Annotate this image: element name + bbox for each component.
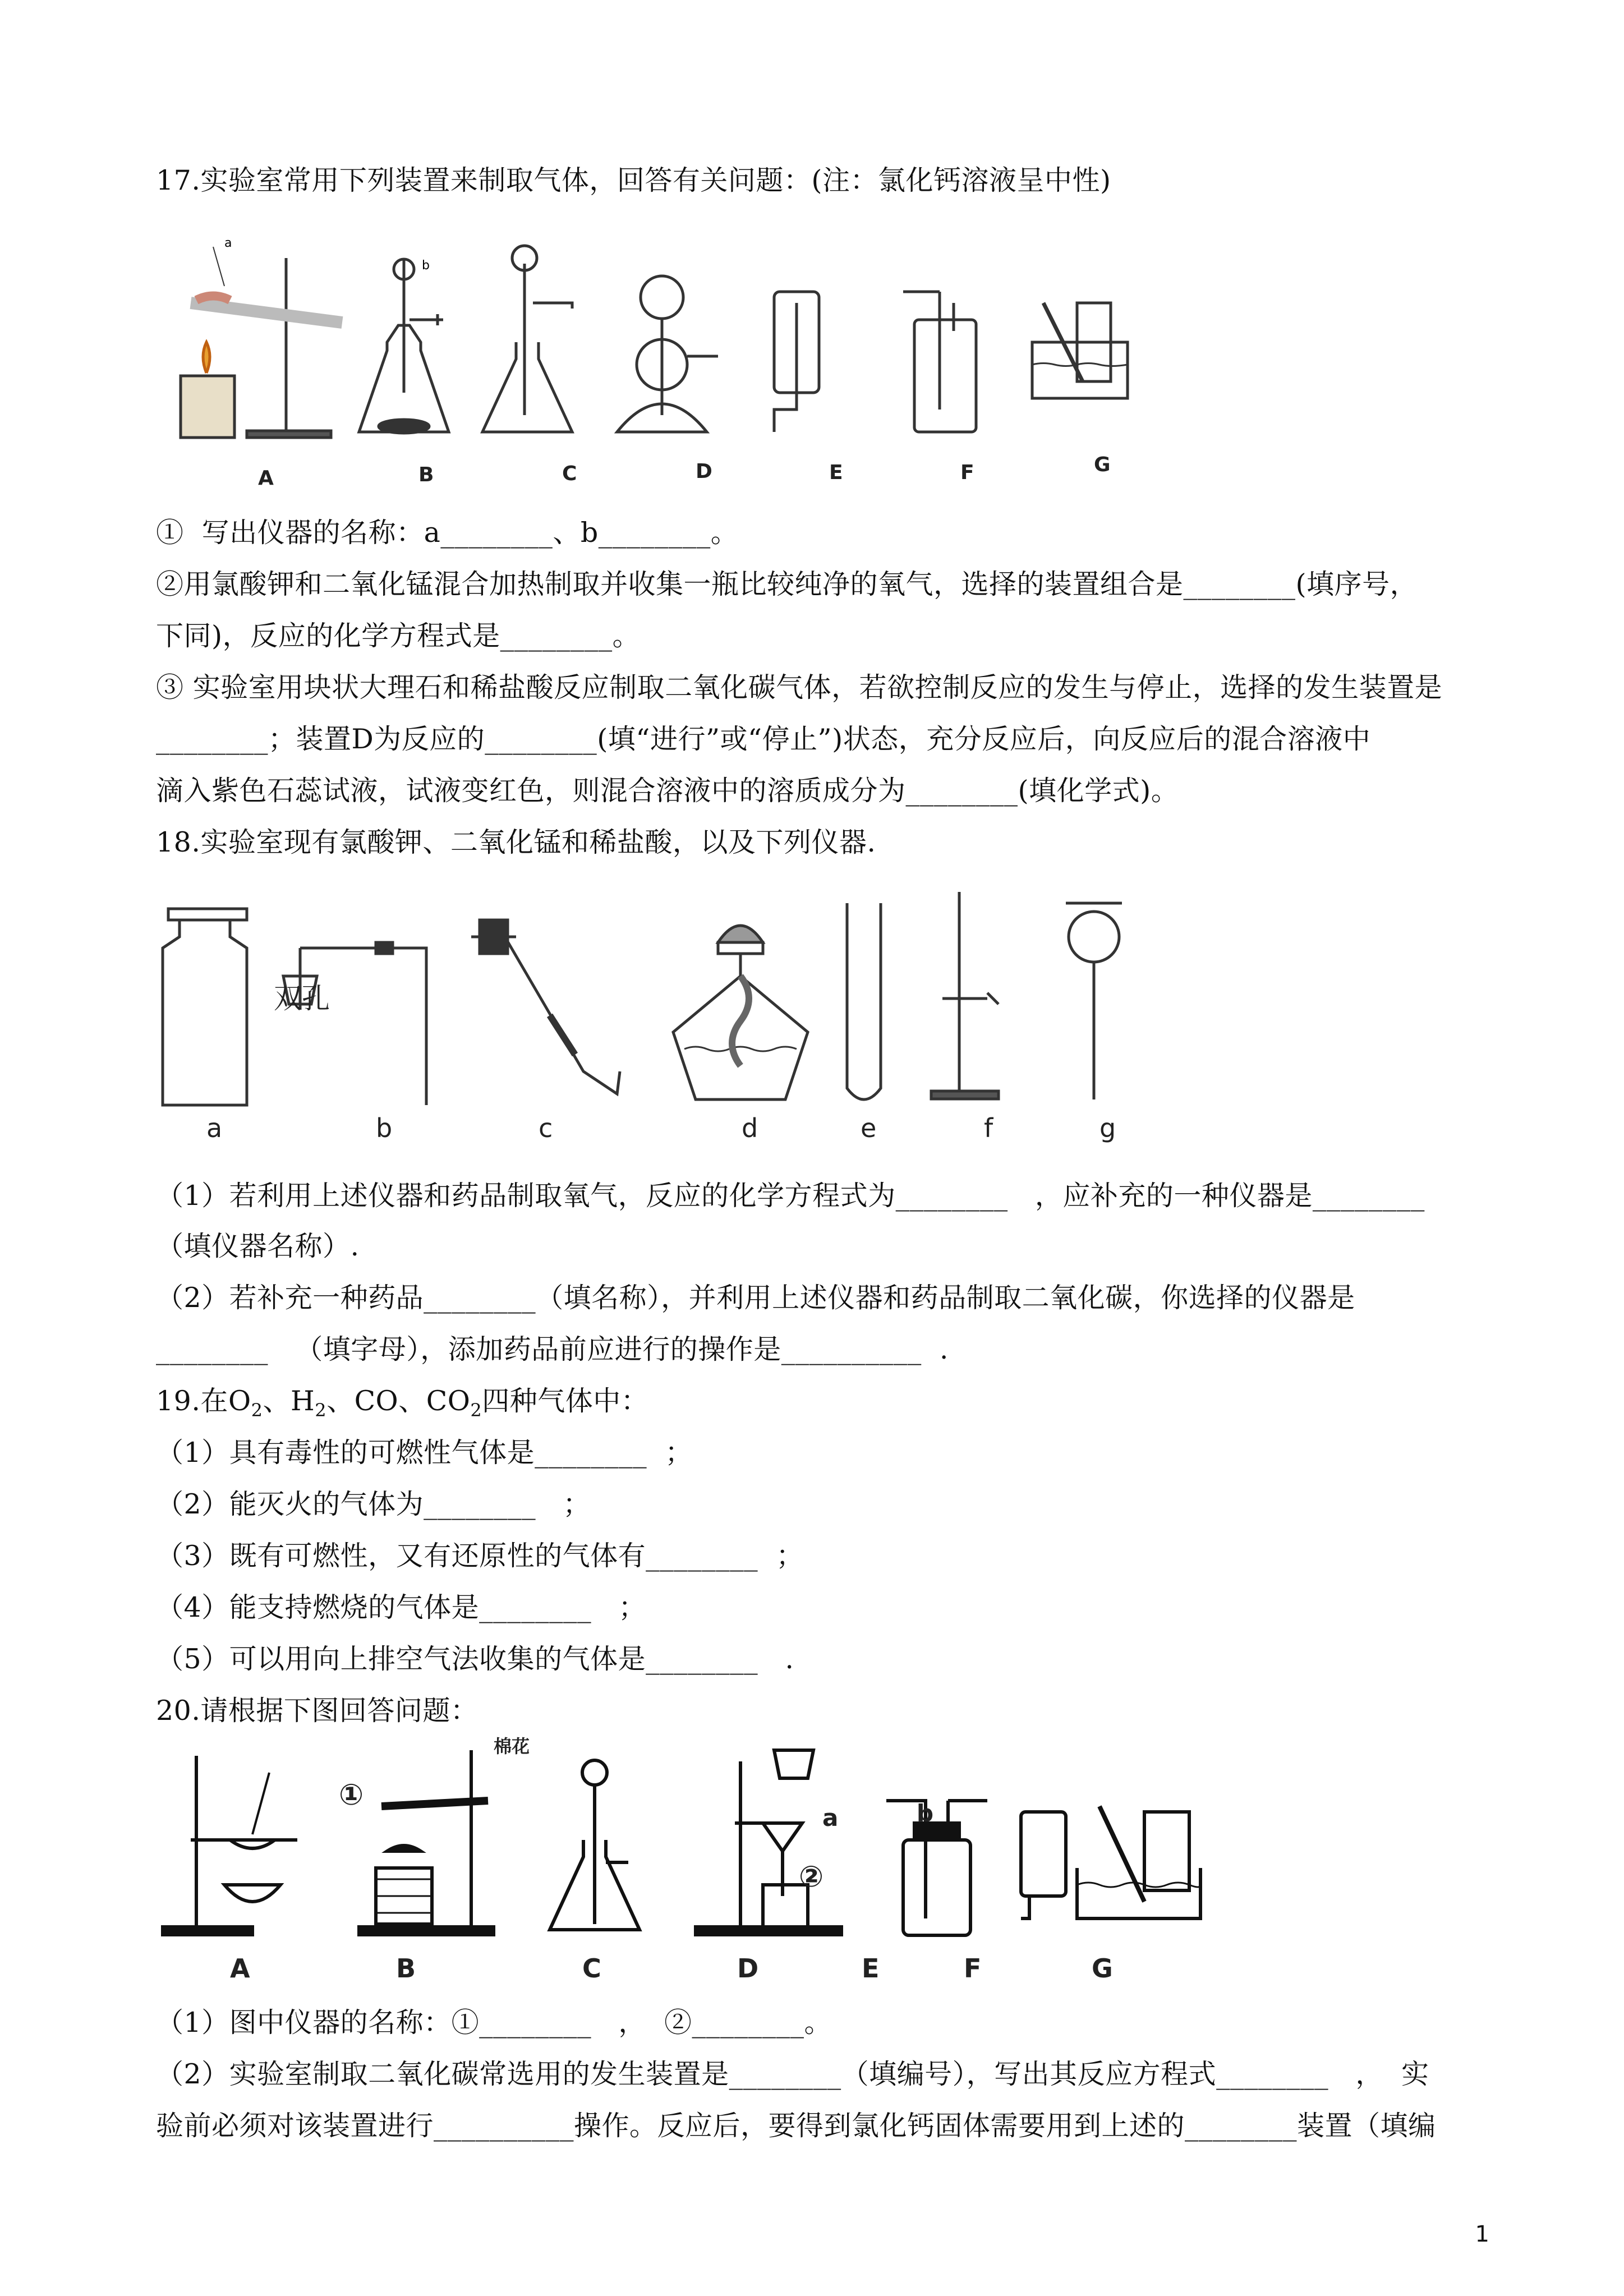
- q18-label-c: c: [539, 1113, 553, 1143]
- q19-title: 19.在$O_2$、$H_2$、CO、$CO_2$四种气体中：: [156, 1385, 649, 1421]
- q17-label-b: B: [418, 463, 434, 486]
- q17-line5: ________；装置D为反应的________(填“进行”或“停止”)状态，充分反应后，向反应后的混合溶液中: [156, 723, 1371, 755]
- q20-label-d: D: [737, 1953, 759, 1984]
- page-number: 1: [1475, 2221, 1489, 2247]
- q17-figure: [157, 224, 1167, 488]
- q17-label-a: A: [258, 467, 274, 490]
- q18-line1: （1）若利用上述仪器和药品制取氧气，反应的化学方程式为________ ，应补充的一种仪器是________: [156, 1180, 1425, 1212]
- q20-label-e: E: [862, 1953, 880, 1984]
- q20-title: 20.请根据下图回答问题：: [156, 1695, 479, 1727]
- apparatus-g: [1077, 1806, 1200, 1918]
- q19-line1: （1）具有毒性的可燃性气体是________ ；: [156, 1437, 693, 1469]
- q18-label-f: f: [984, 1113, 993, 1143]
- apparatus-g: [1032, 303, 1128, 398]
- q17-line1: ① 写出仪器的名称：a________、b________。: [156, 517, 739, 549]
- q17-label-e: E: [829, 461, 843, 484]
- apparatus-c: [482, 246, 572, 432]
- svg-text:a: a: [224, 236, 232, 250]
- apparatus-c: [550, 1760, 640, 1930]
- apparatus-b: [359, 258, 449, 433]
- apparatus-a: [163, 909, 247, 1105]
- apparatus-a: [181, 247, 342, 438]
- q18-line4: ________ （填字母），添加药品前应进行的操作是__________ .: [156, 1333, 949, 1365]
- q20-line1: （1）图中仪器的名称：①________ ， ②________。: [156, 2007, 832, 2039]
- apparatus-a: [163, 1756, 297, 1935]
- q18-label-d: d: [742, 1113, 758, 1143]
- q18-line3: （2）若补充一种药品________（填名称），并利用上述仪器和药品制取二氧化碳，你选择的仪器是: [156, 1282, 1355, 1314]
- q17-line2: ②用氯酸钾和二氧化锰混合加热制取并收集一瓶比较纯净的氧气，选择的装置组合是________(填序号，: [156, 568, 1418, 600]
- apparatus-f: [903, 292, 976, 432]
- q20-label-g: G: [1092, 1953, 1113, 1984]
- apparatus-f: [1021, 1812, 1066, 1918]
- q20-port-a: a: [822, 1804, 839, 1832]
- q17-label-f: F: [960, 461, 974, 484]
- q18-title: 18.实验室现有氯酸钾、二氧化锰和稀盐酸，以及下列仪器.: [156, 826, 876, 858]
- q20-label-a: A: [230, 1953, 250, 1984]
- apparatus-g: [1066, 903, 1122, 1099]
- apparatus-f: [931, 892, 999, 1099]
- q18-label-b: b: [376, 1113, 393, 1143]
- q17-line6: 滴入紫色石蕊试液，试液变红色，则混合溶液中的溶质成分为________(填化学式)。: [156, 775, 1179, 807]
- q18-label-e: e: [861, 1113, 877, 1143]
- q20-port-b: b: [917, 1800, 934, 1827]
- q20-label-c: C: [582, 1953, 601, 1984]
- q18-label-a: a: [206, 1113, 223, 1143]
- apparatus-d: [696, 1750, 841, 1935]
- apparatus-e: [886, 1801, 987, 1935]
- q17-label-c: C: [562, 462, 577, 485]
- apparatus-d: [673, 926, 808, 1099]
- q19-line4: （4）能支持燃烧的气体是________ ；: [156, 1591, 646, 1623]
- q18-line2: （填仪器名称）.: [156, 1230, 360, 1262]
- q20-line3: 验前必须对该装置进行__________操作。反应后，要得到氯化钙固体需要用到上述的________装置（填编: [156, 2110, 1436, 2142]
- q19-line3: （3）既有可燃性，又有还原性的气体有________ ；: [156, 1540, 804, 1572]
- q17-label-d: D: [696, 460, 712, 483]
- q20-circle1-label: ①: [339, 1778, 364, 1812]
- q17-title: 17.实验室常用下列装置来制取气体，回答有关问题：(注：氯化钙溶液呈中性): [156, 164, 1111, 196]
- svg-text:b: b: [422, 259, 430, 273]
- q20-cotton-label: 棉花: [494, 1736, 530, 1757]
- q20-circle2-label: ②: [799, 1860, 824, 1894]
- q17-label-g: G: [1094, 453, 1111, 476]
- q19-line5: （5）可以用向上排空气法收集的气体是________ .: [156, 1643, 794, 1675]
- q20-figure: [157, 1739, 1223, 1952]
- apparatus-b: [283, 942, 426, 1105]
- q18-label-g: g: [1099, 1113, 1116, 1143]
- q20-label-f: F: [964, 1953, 982, 1984]
- q19-line2: （2）能灭火的气体为________ ；: [156, 1488, 591, 1520]
- q20-line2: （2）实验室制取二氧化碳常选用的发生装置是________（填编号），写出其反应方程式________ ， 实: [156, 2058, 1429, 2090]
- q17-line4: ③ 实验室用块状大理石和稀盐酸反应制取二氧化碳气体，若欲控制反应的发生与停止，选择的发生装置是: [156, 671, 1443, 703]
- apparatus-c: [471, 920, 620, 1094]
- apparatus-e: [774, 292, 819, 432]
- q20-label-b: B: [396, 1953, 416, 1984]
- q18-b-caption: 双孔: [274, 982, 330, 1015]
- q17-line3: 下同)，反应的化学方程式是________。: [156, 620, 641, 652]
- apparatus-b: [359, 1750, 494, 1935]
- apparatus-e: [847, 903, 881, 1099]
- apparatus-d: [617, 276, 718, 432]
